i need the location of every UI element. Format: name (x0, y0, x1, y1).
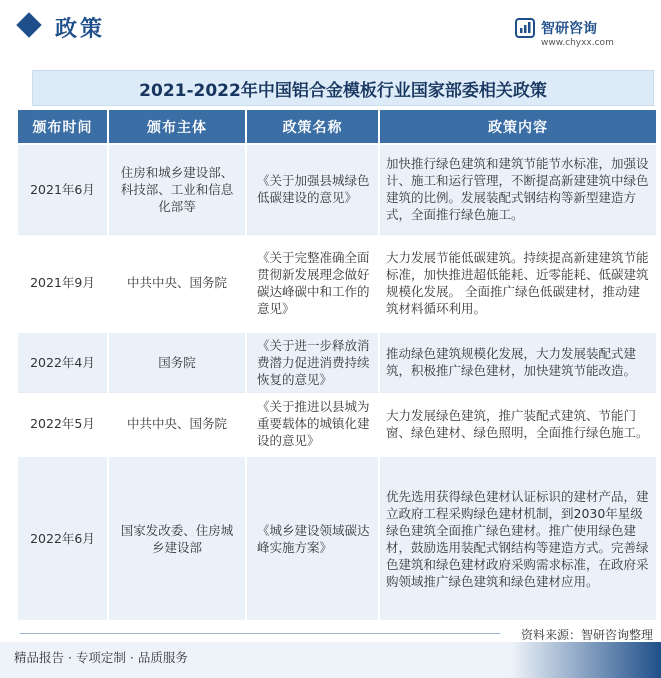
table-title-box (32, 70, 654, 106)
table-row (18, 392, 656, 456)
table-header-row (18, 110, 656, 144)
cell-org: 中共中央、国务院 (108, 392, 246, 456)
cell-policy-content: 大力发展节能低碳建筑。持续提高新建建筑节能标准，加快推进超低能耗、近零能耗、低碳建筑规模化发展。 全面推广绿色低碳建材，推动建筑材料循环利用。 (379, 234, 656, 332)
section-title: 政策 (55, 17, 106, 42)
table-row (18, 456, 656, 620)
table-row (18, 332, 656, 392)
cell-date: 2021年9月 (18, 234, 108, 332)
cell-policy-content: 加快推行绿色建筑和建筑节能节水标准，加强设计、施工和运行管理，不断提高新建建筑中绿色建筑的比例。发展装配式钢结构等新型建造方式，全面推行绿色施工。 (379, 144, 656, 234)
footer-accent-bar (511, 642, 661, 678)
header-org: 颁布主体 (108, 110, 246, 144)
cell-date: 2022年4月 (18, 332, 108, 392)
source-note: 资料来源：智研咨询整理 (520, 628, 653, 642)
header-policy-name: 政策名称 (246, 110, 379, 144)
brand-url: www.chyxx.com (541, 38, 614, 48)
cell-policy-content: 优先选用获得绿色建材认证标识的建材产品，建立政府工程采购绿色建材机制，到2030年星级绿色建筑全面推广绿色建材。推广使用绿色建材，鼓励选用装配式钢结构等建造方式。完善绿色建筑和绿色建材政府采购需求标准，在政府采购领域推广绿色建筑和绿色建材应用。 (379, 456, 656, 620)
source-divider (20, 633, 500, 634)
cell-policy-name: 《城乡建设领域碳达峰实施方案》 (246, 456, 379, 620)
cell-policy-content: 大力发展绿色建筑，推广装配式建筑、节能门窗、绿色建材、绿色照明，全面推行绿色施工。 (379, 392, 656, 456)
header-policy-content: 政策内容 (379, 110, 656, 144)
cell-org: 国家发改委、住房城乡建设部 (108, 456, 246, 620)
brand-logo-block (515, 16, 645, 52)
cell-date: 2021年6月 (18, 144, 108, 234)
table-row (18, 144, 656, 234)
table-title: 2021-2022年中国铝合金模板行业国家部委相关政策 (139, 80, 547, 101)
footer-slogan: 精品报告 · 专项定制 · 品质服务 (14, 650, 188, 665)
page-footer (0, 642, 661, 678)
cell-org: 中共中央、国务院 (108, 234, 246, 332)
cell-policy-name: 《关于进一步释放消费潜力促进消费持续恢复的意见》 (246, 332, 379, 392)
header-date: 颁布时间 (18, 110, 108, 144)
cell-date: 2022年5月 (18, 392, 108, 456)
cell-date: 2022年6月 (18, 456, 108, 620)
cell-policy-content: 推动绿色建筑规模化发展，大力发展装配式建筑，积极推广绿色建材，加快建筑节能改造。 (379, 332, 656, 392)
diamond-bullet-icon (16, 12, 41, 37)
cell-org: 国务院 (108, 332, 246, 392)
cell-org: 住房和城乡建设部、科技部、工业和信息化部等 (108, 144, 246, 234)
cell-policy-name: 《关于推进以县城为重要载体的城镇化建设的意见》 (246, 392, 379, 456)
cell-policy-name: 《关于完整准确全面贯彻新发展理念做好碳达峰碳中和工作的意见》 (246, 234, 379, 332)
brand-logo-icon (515, 18, 535, 38)
brand-name: 智研咨询 (541, 21, 597, 37)
page-header (0, 0, 661, 56)
policy-table (18, 110, 656, 620)
table-row (18, 234, 656, 332)
cell-policy-name: 《关于加强县城绿色低碳建设的意见》 (246, 144, 379, 234)
